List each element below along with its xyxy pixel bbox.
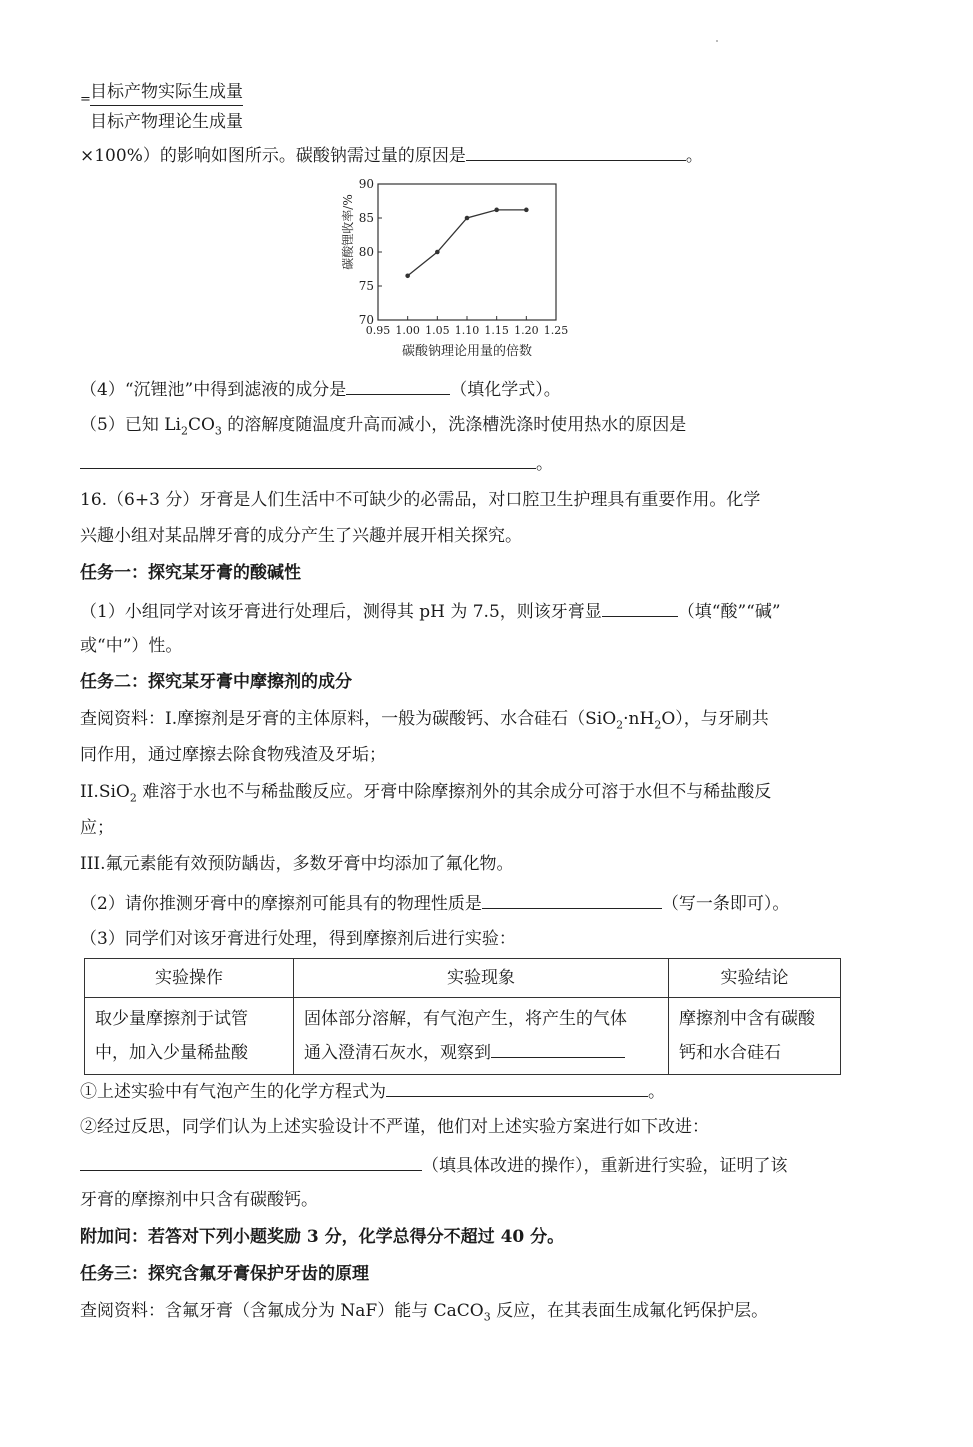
answer-blank-equation[interactable] bbox=[386, 1078, 648, 1097]
task3-reference: 查阅资料：含氟牙膏（含氟成分为 NaF）能与 CaCO$_3$ 反应，在其表面生成氟化钙保护层。 bbox=[80, 1301, 769, 1324]
x-tick-label: 1.10 bbox=[454, 324, 480, 337]
reference-1: 查阅资料：I.摩擦剂是牙膏的主体原料，一般为碳酸钙、水合硅石$(SiO_2\cdot nH_2O)$，与牙刷共 bbox=[80, 709, 769, 732]
answer-blank-reason[interactable] bbox=[466, 142, 686, 161]
problem-16-intro-2: 兴趣小组对某品牌牙膏的成分产生了兴趣并展开相关探究。 bbox=[80, 526, 522, 546]
cell-phenomenon: 固体部分溶解，有气泡产生，将产生的气体 通入澄清石灰水，观察到 bbox=[294, 998, 669, 1075]
answer-blank-physical[interactable] bbox=[482, 890, 662, 909]
y-tick-label: 80 bbox=[358, 245, 374, 259]
task1-question-1: （1）小组同学对该牙膏进行处理后，测得其 pH 为 7.5，则该牙膏显 （填“酸”“碱” bbox=[80, 598, 781, 624]
task-1-heading: 任务一：探究某牙膏的酸碱性 bbox=[80, 563, 301, 583]
x-tick-label: 1.05 bbox=[425, 324, 450, 337]
y-tick-label: 90 bbox=[358, 177, 374, 191]
x-tick-label: 1.25 bbox=[543, 324, 569, 337]
y-tick-label: 70 bbox=[358, 313, 374, 327]
subquestion-2-answer: （填具体改进的操作），重新进行实验，证明了该 bbox=[80, 1152, 788, 1178]
y-tick-label: 85 bbox=[358, 211, 374, 225]
task2-question-2: （2）请你推测牙膏中的摩擦剂可能具有的物理性质是 （写一条即可）。 bbox=[80, 890, 789, 916]
problem-16-intro: 16.（6+3 分）牙膏是人们生活中不可缺少的必需品，对口腔卫生护理具有重要作用。化学 bbox=[80, 490, 761, 510]
question-5: （5）已知 $Li_2CO_3$ 的溶解度随温度升高而减小，洗涤槽洗涤时使用热水的原因是 bbox=[80, 415, 687, 438]
answer-blank-observe[interactable] bbox=[491, 1039, 625, 1058]
fraction-denominator: 目标产物理论生成量 bbox=[90, 112, 243, 132]
fraction-equals: = bbox=[80, 92, 91, 107]
data-point bbox=[465, 216, 470, 221]
task2-question-3: （3）同学们对该牙膏进行处理，得到摩擦剂后进行实验： bbox=[80, 929, 516, 949]
data-point bbox=[435, 250, 440, 255]
answer-blank-ph[interactable] bbox=[602, 598, 678, 617]
experiment-table bbox=[84, 958, 841, 1075]
header-conclusion: 实验结论 bbox=[669, 959, 841, 998]
answer-blank-q5[interactable] bbox=[80, 450, 536, 469]
line-yield-reason: ×100%）的影响如图所示。碳酸钠需过量的原因是 。 bbox=[80, 142, 703, 168]
chart-x-label: 碳酸钠理论用量的倍数 bbox=[401, 344, 533, 359]
reference-3: III.氟元素能有效预防龋齿，多数牙膏中均添加了氟化物。 bbox=[80, 854, 514, 874]
subquestion-2-end: 牙膏的摩擦剂中只含有碳酸钙。 bbox=[80, 1190, 318, 1210]
x-tick-label: 1.20 bbox=[514, 324, 539, 337]
data-point bbox=[524, 208, 529, 213]
bonus-heading: 附加问：若答对下列小题奖励 3 分，化学总得分不超过 40 分。 bbox=[80, 1227, 565, 1247]
task-3-heading: 任务三：探究含氟牙膏保护牙齿的原理 bbox=[80, 1264, 369, 1284]
cell-conclusion: 摩擦剂中含有碳酸 钙和水合硅石 bbox=[669, 998, 841, 1075]
reference-2: II.SiO$_2$ 难溶于水也不与稀盐酸反应。牙膏中除摩擦剂外的其余成分可溶于水但不与稀盐酸反 bbox=[80, 782, 772, 805]
fraction-numerator: 目标产物实际生成量 bbox=[90, 80, 243, 106]
reference-2-cont: 应； bbox=[80, 818, 114, 838]
cell-operation: 取少量摩擦剂于试管 中，加入少量稀盐酸 bbox=[85, 998, 294, 1075]
scan-dot bbox=[716, 40, 718, 42]
task1-question-1-end: 或“中”）性。 bbox=[80, 636, 183, 656]
answer-blank-improvement[interactable] bbox=[80, 1152, 422, 1171]
answer-blank-q4[interactable] bbox=[346, 376, 450, 395]
chart-y-label: 碳酸锂收率/% bbox=[341, 194, 355, 270]
header-phenomenon: 实验现象 bbox=[294, 959, 669, 998]
yield-chart bbox=[330, 172, 580, 362]
chart-frame bbox=[378, 184, 556, 320]
header-operation: 实验操作 bbox=[85, 959, 294, 998]
reference-1-cont: 同作用，通过摩擦去除食物残渣及牙垢； bbox=[80, 745, 386, 765]
question-5-answer: 。 bbox=[80, 450, 553, 476]
data-point bbox=[405, 274, 410, 279]
question-4: （4）“沉锂池”中得到滤液的成分是 （填化学式）。 bbox=[80, 376, 561, 402]
subquestion-2: ②经过反思，同学们认为上述实验设计不严谨，他们对上述实验方案进行如下改进： bbox=[80, 1117, 709, 1137]
task-2-heading: 任务二：探究某牙膏中摩擦剂的成分 bbox=[80, 672, 352, 692]
table-header-row bbox=[85, 959, 841, 998]
x-tick-label: 0.95 bbox=[365, 324, 391, 337]
data-point bbox=[494, 208, 499, 213]
x-tick-label: 1.00 bbox=[395, 324, 420, 337]
table-row bbox=[85, 998, 841, 1075]
x-tick-label: 1.15 bbox=[484, 324, 509, 337]
y-tick-label: 75 bbox=[358, 279, 374, 293]
subquestion-1: ①上述实验中有气泡产生的化学方程式为 。 bbox=[80, 1078, 665, 1104]
